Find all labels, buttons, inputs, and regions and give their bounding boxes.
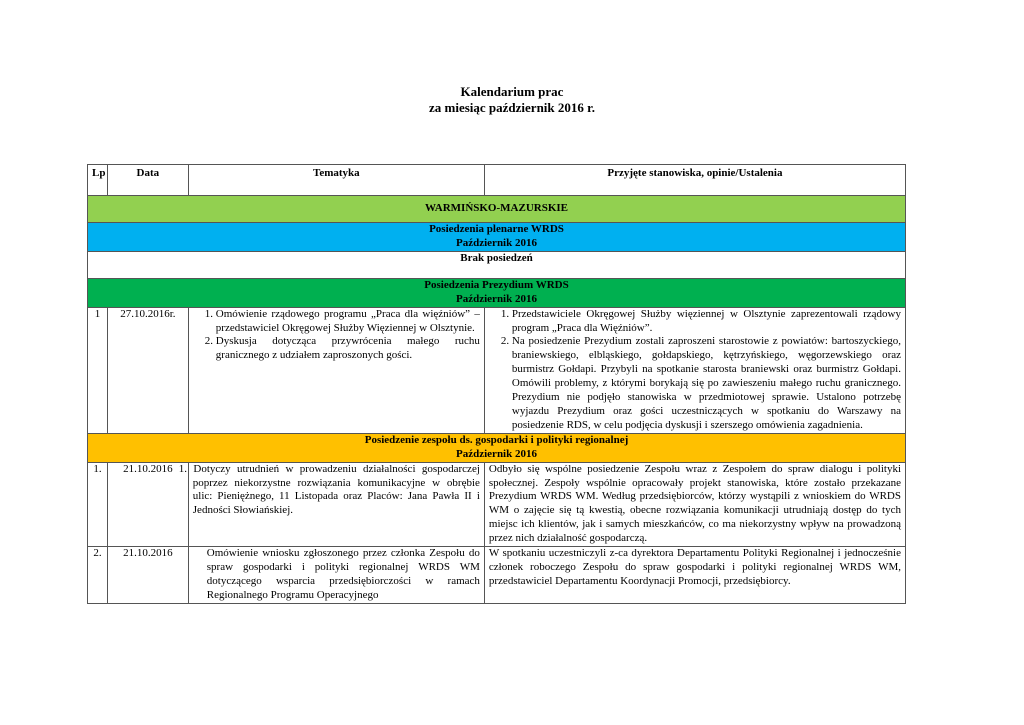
prezydium-month: Październik 2016 [456,292,537,305]
zespol-title: Posiedzenie zespołu ds. gospodarki i polityki regionalnej [364,433,629,446]
row-result [484,307,905,433]
list-item: 1. Przedstawiciele Okręgowej Służby więziennej w Olsztynie zaprezentowali rządowy program „Praca dla Więźniów”. [512,308,901,336]
header-data: Data [107,165,188,196]
row-topic [188,307,484,433]
table-row [88,307,906,433]
zespol-month: Październik 2016 [456,447,537,460]
plenarne-month: Październik 2016 [456,236,537,249]
zespol-header-row [88,433,906,462]
result-list [489,308,901,433]
row-date: 21.10.2016 [107,547,188,604]
prezydium-header-row [88,278,906,307]
plenarne-title: Posiedzenia plenarne WRDS [429,223,564,235]
row-lp: 1 [88,307,108,433]
region-row [88,196,906,223]
topic-list [193,308,480,364]
row-result: Odbyło się wspólne posiedzenie Zespołu wraz z Zespołem do spraw dialogu i polityki społecznej. Zespoły wspólnie opracowały projekt stanowiska, które zostało przekazane Prezydium WRDS WM. Według przedsiębiorców, którzy wystąpili z wnioskiem do WRDS WM o zajęcie się tą kwestią, obecne rozwiązania komunikacji utrudniają dostęp do tych miejsc ich klientów, jak i samych mieszkańców, co ma niekorzystny wpływ na prowadzoną przez nich działalność gospodarczą. [484,462,905,546]
title-line-2: za miesiąc październik 2016 r. [429,100,595,115]
row-lp: 1. [88,462,108,546]
row-lp: 2. [88,547,108,604]
row-result: W spotkaniu uczestniczyli z-ca dyrektora Departamentu Polityki Regionalnej i jednocześnie członek roboczego Zespołu do spraw gospodarki i polityki regionalnej WRDS WM, przedstawiciel Departamentu Koordynacji Promocji, przedsiębiorcy. [484,547,905,604]
plenarne-band [88,223,906,252]
prezydium-band [88,278,906,307]
calendar-table [87,164,906,604]
row-date: 21.10.2016 [107,462,188,546]
header-ustalenia: Przyjęte stanowiska, opinie/Ustalenia [484,165,905,196]
list-item: 2. Na posiedzenie Prezydium zostali zaproszeni starostowie z powiatów: bartoszyckiego, braniewskiego, elbląskiego, gołdapskiego, kętrzyńskiego, węgorzewskiego oraz burmistrz Gołdapi. Przybyli na spotkanie starosta braniewski oraz burmistrz Gołdapi. Omówili problemy, z którymi borykają się po zawieszeniu małego ruchu granicznego. Prezydium nie podjęło stanowiska w przedmiotowej sprawie. Ustalono potrzebę wyjazdu Prezydium oraz gości uczestniczących w spotkaniu do Warszawy na posiedzenie RDS, w celu podjęcia dyskusji i szerszego omówienia zagadnienia. [512,335,901,432]
zespol-band [88,433,906,462]
list-item: 1. Omówienie rządowego programu „Praca dla więźniów” – przedstawiciel Okręgowej Służby Więziennej w Olsztynie. [216,308,480,336]
plenarne-note: Brak posiedzeń [88,251,906,278]
row-topic: Omówienie wniosku zgłoszonego przez członka Zespołu do spraw gospodarki i polityki regionalnej WRDS WM dotyczącego wsparcia przedsiębiorczości w ramach Regionalnego Programu Operacyjnego [188,547,484,604]
region-band: WARMIŃSKO-MAZURSKIE [88,196,906,223]
table-row [88,462,906,546]
row-topic: 1. Dotyczy utrudnień w prowadzeniu działalności gospodarczej poprzez niekorzystne rozwiązania komunikacyjne w obrębie ulic: Pieniężnego, 11 Listopada oraz Placów: Jana Pawła II i Jedności Słowiańskiej. [188,462,484,546]
prezydium-title: Posiedzenia Prezydium WRDS [424,278,569,291]
page-title [0,84,1024,116]
header-tematyka: Tematyka [188,165,484,196]
plenarne-header-row [88,223,906,252]
list-item: 2. Dyskusja dotycząca przywrócenia małego ruchu granicznego z udziałem zaproszonych gości. [216,335,480,363]
title-line-1: Kalendarium prac [460,84,564,99]
header-row [88,165,906,196]
plenarne-note-row [88,251,906,278]
header-lp: Lp [88,165,108,196]
row-date: 27.10.2016r. [107,307,188,433]
table-row [88,547,906,604]
